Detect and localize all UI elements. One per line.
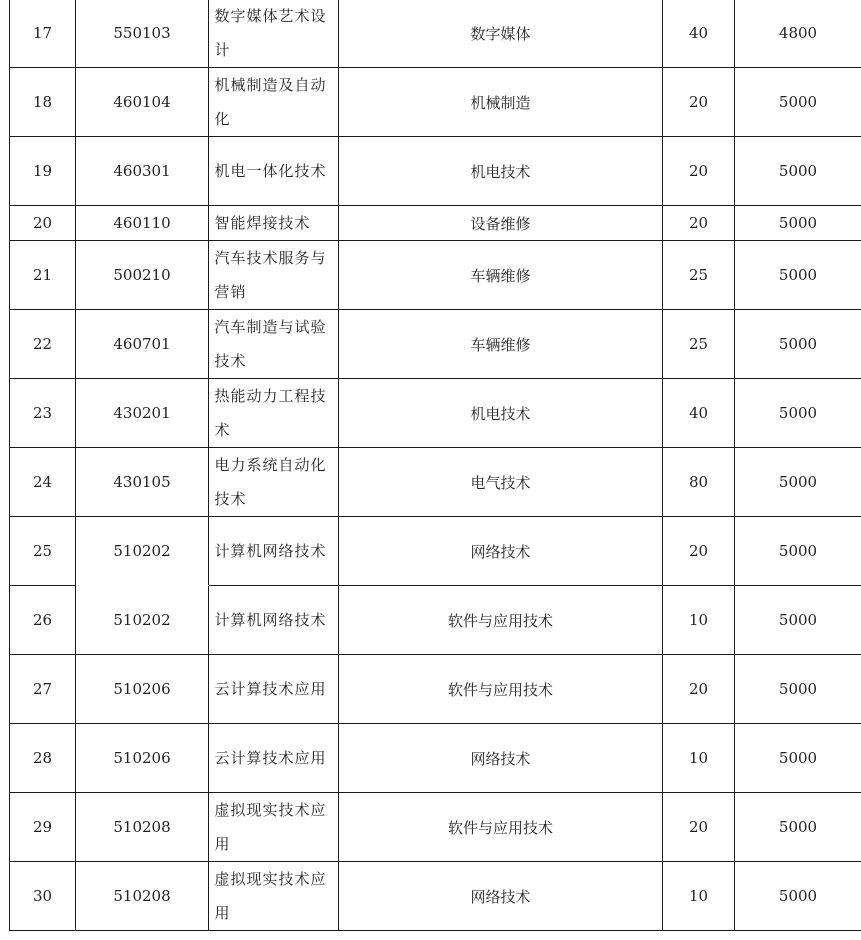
tuition-fee-cell: 5000: [735, 241, 861, 310]
major-code-cell: 510202: [76, 517, 209, 586]
enrollment-count-cell: 40: [663, 379, 735, 448]
major-name-cell: [209, 137, 339, 206]
table-row: [10, 241, 861, 310]
major-name-text: 电力系统自动化技术: [214, 456, 327, 508]
row-number-cell: 22: [10, 310, 76, 379]
major-code-cell: 510208: [76, 862, 209, 931]
tuition-fee-cell: 5000: [735, 310, 861, 379]
major-name-text: 虚拟现实技术应用: [214, 870, 327, 922]
table-row: [10, 310, 861, 379]
tuition-fee-cell: 4800: [735, 0, 861, 68]
category-cell: 软件与应用技术: [339, 655, 663, 724]
category-cell: 机电技术: [339, 137, 663, 206]
enrollment-count-cell: 25: [663, 241, 735, 310]
row-number-cell: 28: [10, 724, 76, 793]
major-name-cell: [209, 724, 339, 793]
major-name-text: 热能动力工程技术: [214, 387, 327, 439]
tuition-fee-cell: 5000: [735, 137, 861, 206]
major-name-text: 数字媒体艺术设计: [214, 7, 327, 59]
enrollment-count-cell: 20: [663, 206, 735, 241]
major-name-cell: [209, 517, 339, 586]
major-code-cell: 510206: [76, 724, 209, 793]
category-cell: 设备维修: [339, 206, 663, 241]
tuition-fee-cell: 5000: [735, 206, 861, 241]
table-row: [10, 586, 861, 655]
tuition-fee-cell: 5000: [735, 586, 861, 655]
major-name-text: 云计算技术应用: [214, 680, 327, 698]
major-code-cell: 510202: [76, 586, 209, 655]
tuition-fee-cell: 5000: [735, 862, 861, 931]
enrollment-count-cell: 20: [663, 517, 735, 586]
category-cell: 机电技术: [339, 379, 663, 448]
enrollment-count-cell: 80: [663, 448, 735, 517]
category-cell: 车辆维修: [339, 310, 663, 379]
table-row: [10, 517, 861, 586]
enrollment-count-cell: 20: [663, 793, 735, 862]
tuition-fee-cell: 5000: [735, 68, 861, 137]
major-name-text: 计算机网络技术: [214, 611, 327, 629]
major-name-cell: [209, 655, 339, 724]
table-row: [10, 862, 861, 931]
enrollment-count-cell: 40: [663, 0, 735, 68]
major-name-text: 计算机网络技术: [214, 542, 327, 560]
major-name-text: 智能焊接技术: [214, 214, 311, 232]
tuition-fee-cell: 5000: [735, 379, 861, 448]
major-name-text: 虚拟现实技术应用: [214, 801, 327, 853]
major-code-cell: 460301: [76, 137, 209, 206]
major-name-text: 汽车制造与试验技术: [214, 318, 327, 370]
row-number-cell: 29: [10, 793, 76, 862]
tuition-fee-cell: 5000: [735, 655, 861, 724]
major-code-cell: 550103: [76, 0, 209, 68]
row-number-cell: 19: [10, 137, 76, 206]
major-code-cell: 460110: [76, 206, 209, 241]
major-name-cell: [209, 68, 339, 137]
table-row: [10, 793, 861, 862]
major-name-cell: [209, 448, 339, 517]
table-row: [10, 724, 861, 793]
major-code-cell: 460701: [76, 310, 209, 379]
row-number-cell: 21: [10, 241, 76, 310]
table-row: [10, 379, 861, 448]
major-name-text: 汽车技术服务与营销: [214, 249, 327, 301]
table-row: [10, 448, 861, 517]
table-row: [10, 206, 861, 241]
row-number-cell: 26: [10, 586, 76, 655]
enrollment-table-container: [9, 0, 861, 940]
row-number-cell: 30: [10, 862, 76, 931]
tuition-fee-cell: 5000: [735, 517, 861, 586]
major-name-cell: [209, 206, 339, 241]
table-body: [10, 0, 861, 931]
tuition-fee-cell: 5000: [735, 448, 861, 517]
enrollment-count-cell: 10: [663, 586, 735, 655]
major-code-cell: 510206: [76, 655, 209, 724]
tuition-fee-cell: 5000: [735, 793, 861, 862]
major-code-cell: 500210: [76, 241, 209, 310]
category-cell: 网络技术: [339, 724, 663, 793]
major-code-cell: 430105: [76, 448, 209, 517]
category-cell: 车辆维修: [339, 241, 663, 310]
row-number-cell: 27: [10, 655, 76, 724]
category-cell: 软件与应用技术: [339, 793, 663, 862]
major-code-cell: 430201: [76, 379, 209, 448]
category-cell: 软件与应用技术: [339, 586, 663, 655]
major-name-text: 机械制造及自动化: [214, 76, 327, 128]
major-name-text: 云计算技术应用: [214, 749, 327, 767]
category-cell: 网络技术: [339, 862, 663, 931]
row-number-cell: 20: [10, 206, 76, 241]
enrollment-count-cell: 10: [663, 724, 735, 793]
major-name-cell: [209, 793, 339, 862]
major-name-cell: [209, 0, 339, 68]
row-number-cell: 18: [10, 68, 76, 137]
enrollment-count-cell: 25: [663, 310, 735, 379]
major-name-cell: [209, 241, 339, 310]
table-row: [10, 655, 861, 724]
major-name-text: 机电一体化技术: [214, 162, 327, 180]
table-row: [10, 0, 861, 68]
enrollment-count-cell: 20: [663, 137, 735, 206]
category-cell: 电气技术: [339, 448, 663, 517]
major-code-cell: 510208: [76, 793, 209, 862]
category-cell: 数字媒体: [339, 0, 663, 68]
enrollment-count-cell: 10: [663, 862, 735, 931]
major-name-cell: [209, 862, 339, 931]
enrollment-count-cell: 20: [663, 655, 735, 724]
major-name-cell: [209, 379, 339, 448]
row-number-cell: 23: [10, 379, 76, 448]
category-cell: 机械制造: [339, 68, 663, 137]
enrollment-table: [9, 0, 861, 931]
major-name-cell: [209, 586, 339, 655]
row-number-cell: 17: [10, 0, 76, 68]
category-cell: 网络技术: [339, 517, 663, 586]
row-number-cell: 25: [10, 517, 76, 586]
table-row: [10, 68, 861, 137]
row-number-cell: 24: [10, 448, 76, 517]
table-row: [10, 137, 861, 206]
tuition-fee-cell: 5000: [735, 724, 861, 793]
major-code-cell: 460104: [76, 68, 209, 137]
enrollment-count-cell: 20: [663, 68, 735, 137]
major-name-cell: [209, 310, 339, 379]
